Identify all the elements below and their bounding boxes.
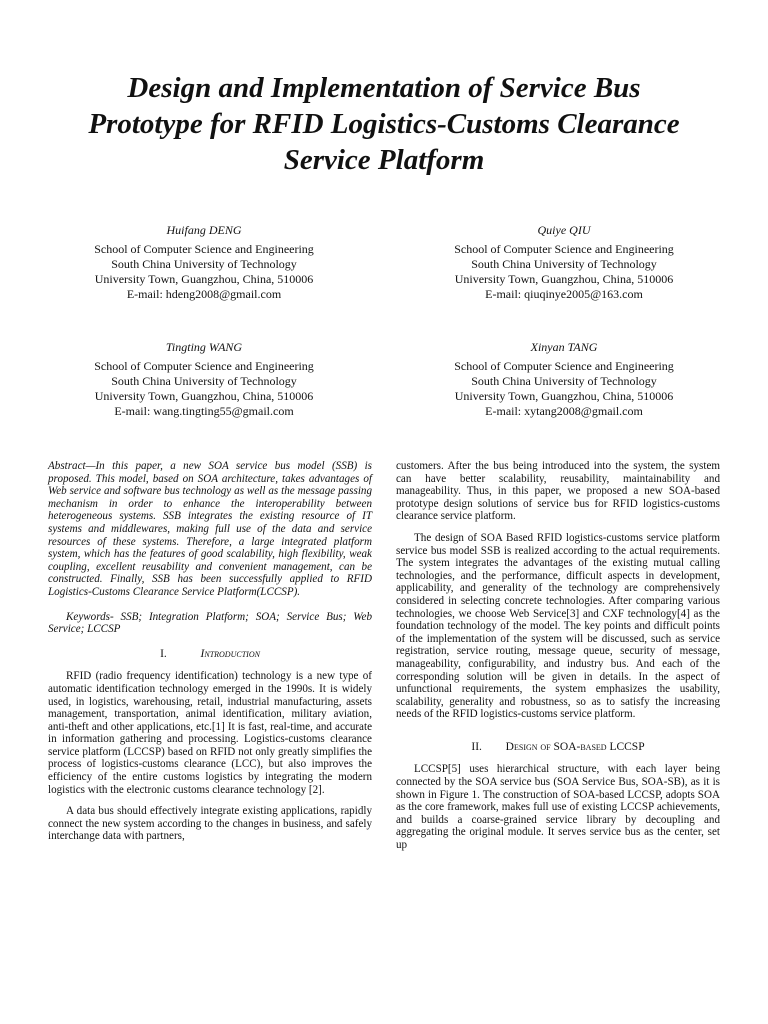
- right-column: [396, 460, 720, 861]
- author-name: Huifang DENG: [166, 223, 242, 237]
- abstract: Abstract—In this paper, a new SOA service bus model (SSB) is proposed. This model, based on SOA architecture, takes advantages of Web service and software bus technology as well as the message passing mechanism in order to enhance the interoperability between heterogeneous systems. SSB integrates the existing resource of IT systems and middlewares, making full use of the data and service resources of these systems. Therefore, a large integrated platform system, which has the features of good scalability, high flexibility, weak coupling, excellent reusability and convenient management, can be constructed. Finally, SSB has been successfully applied to RFID Logistics-Customs Clearance Service Platform(LCCSP).: [48, 460, 372, 598]
- author-email: E-mail: xytang2008@gmail.com: [485, 404, 643, 418]
- section-heading: [48, 648, 372, 661]
- author-affiliation: South China University of Technology: [471, 257, 657, 271]
- body-paragraph: LCCSP[5] uses hierarchical structure, with each layer being connected by the SOA service bus (SOA Service Bus, SOA-SB), as it is shown in Figure 1. The construction of SOA-based LCCSP, adopts SOA as the core framework, makes full use of existing LCCSP achievements, and builds a coarse-grained service library by decoupling and aggregating the original module. It serves service bus as the center, set up: [396, 763, 720, 852]
- author-affiliation: South China University of Technology: [111, 374, 297, 388]
- author-affiliation: School of Computer Science and Engineering: [94, 359, 314, 373]
- author-affiliation: South China University of Technology: [111, 257, 297, 271]
- author-affiliation: South China University of Technology: [471, 374, 657, 388]
- author-block: [44, 223, 364, 302]
- section-number: II.: [471, 740, 482, 753]
- body-paragraph: customers. After the bus being introduced into the system, the system can have better scalability, reusability, maintainability and manageability. Thus, in this paper, we proposed a new SOA-based prototype design solutions of service bus for RFID logistics-customs clearance service platform.: [396, 460, 720, 523]
- author-affiliation: University Town, Guangzhou, China, 510006: [94, 272, 314, 286]
- body-paragraph: The design of SOA Based RFID logistics-customs service platform service bus model SSB is realized according to the actual requirements. The system integrates the advantages of the existing mutual calling technologies, and the performance, difficult aspects in development, applicability, and generality of the technology are comprehensively considered in selecting concrete technologies. After comparing various technologies, we choose Web Service[3] and CXF technology[4] as the foundation technology of the model. The key points and difficult points of the implementation of the system will be discussed, such as service registration, service routing, message queue, security of message, manageability, configurability, and industry bus. And each of the corresponding solution will be given in details. In the aspect of unfunctional requirements, the system emphasizes the usability, scalability, generality and robustness, so as to satisfy the increasing needs of the RFID logistics-customs service platform.: [396, 531, 720, 721]
- section-heading: [396, 741, 720, 754]
- title-line: Design and Implementation of Service Bus: [127, 72, 641, 104]
- section-title: Introduction: [200, 647, 260, 660]
- author-email: E-mail: wang.tingting55@gmail.com: [114, 404, 294, 418]
- author-affiliation: School of Computer Science and Engineering: [454, 359, 674, 373]
- left-column: [48, 460, 372, 852]
- author-email: E-mail: hdeng2008@gmail.com: [126, 287, 282, 301]
- author-affiliation: University Town, Guangzhou, China, 510006: [454, 272, 674, 286]
- author-block: [404, 340, 724, 419]
- author-email: E-mail: qiuqinye2005@163.com: [485, 287, 643, 301]
- author-block: [404, 223, 724, 302]
- section-number: I.: [160, 647, 167, 660]
- author-block: [44, 340, 364, 419]
- author-affiliation: University Town, Guangzhou, China, 510006: [454, 389, 674, 403]
- keywords: Keywords- SSB; Integration Platform; SOA; Service Bus; Web Service; LCCSP: [48, 610, 372, 636]
- author-affiliation: School of Computer Science and Engineering: [454, 242, 674, 256]
- author-name: Xinyan TANG: [530, 340, 598, 354]
- body-paragraph: RFID (radio frequency identification) technology is a new type of automatic identification technology emerged in the 1990s. It is widely used, in logistics, warehousing, retail, industrial manufacturing, assets management, transportation, animal identification, military aviation, anti-theft and other applications, etc.[1] It is fast, real-time, and accurate in information gathering and processing. Logistics-customs clearance service platform (LCCSP) based on RFID not only greatly simplifies the process of logistics-customs clearance (LCC), but also improves the efficiency of the entire customs logistics by integrating the modern logistics with the electronic customs clearance technology [2].: [48, 670, 372, 796]
- author-affiliation: School of Computer Science and Engineering: [94, 242, 314, 256]
- section-title: Design of SOA-based LCCSP: [505, 740, 645, 753]
- title-line: Service Platform: [283, 144, 485, 176]
- author-name: Tingting WANG: [165, 340, 243, 354]
- author-affiliation: University Town, Guangzhou, China, 510006: [94, 389, 314, 403]
- title-line: Prototype for RFID Logistics-Customs Clearance: [88, 108, 680, 140]
- paper-title: [40, 70, 728, 178]
- author-name: Quiye QIU: [537, 223, 591, 237]
- body-paragraph: A data bus should effectively integrate existing applications, rapidly connect the new system according to the changes in business, and safely interchange data with partners,: [48, 805, 372, 843]
